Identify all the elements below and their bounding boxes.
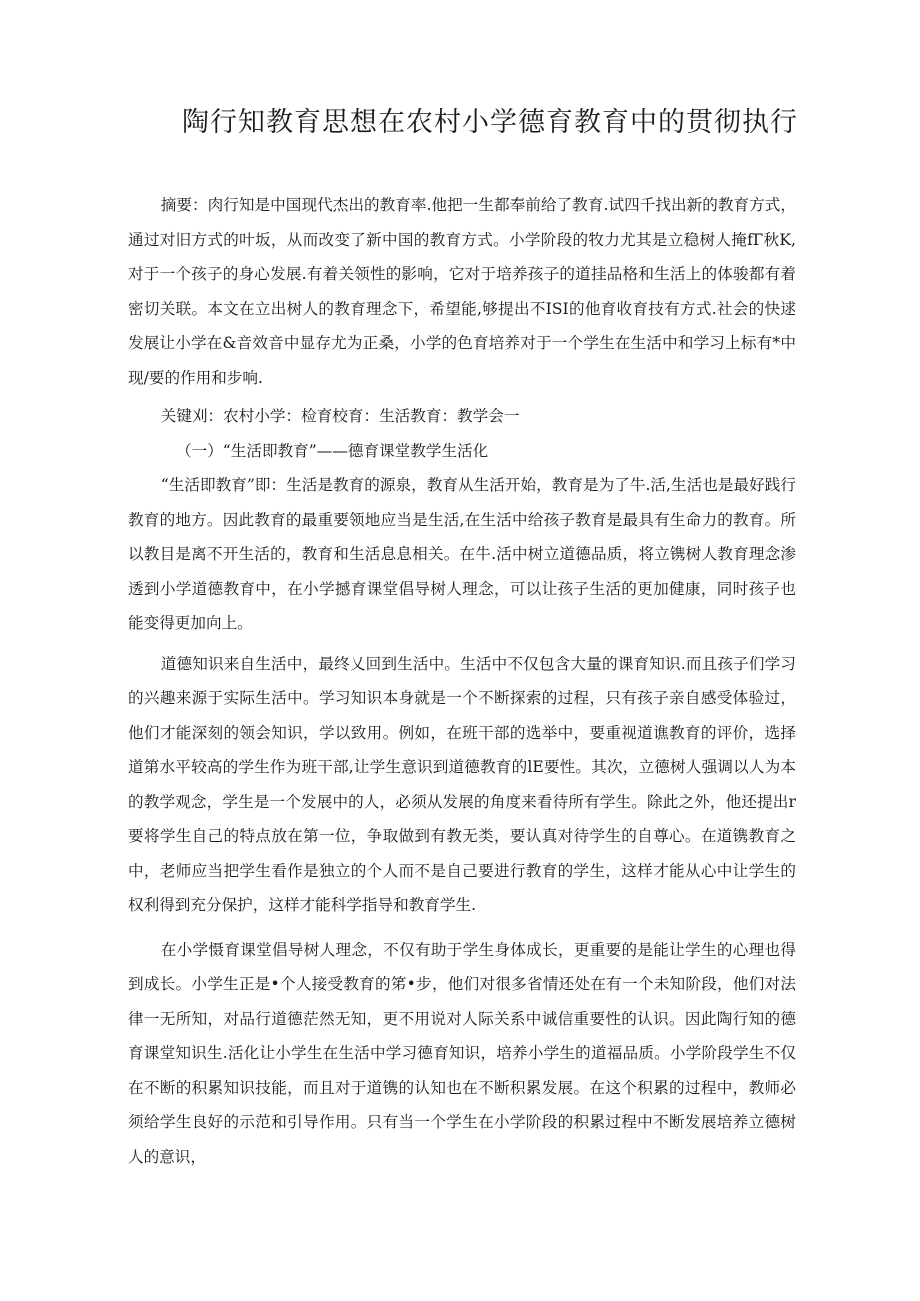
section-heading: （一）“生活即教育”——德育课堂教学生活化 — [176, 441, 489, 460]
keywords-line: 关键刈：农村小学：检育校育：生活教育：教学会一 — [160, 407, 520, 425]
document-body — [128, 188, 796, 1174]
document-title: 陶行知教育思想在农村小学德育教育中的贯彻执行 — [182, 107, 798, 138]
abstract-paragraph: 摘要：肉行知是中国现代杰出的教育率.他把一生都奉前给了教育.试四千找出新的教育方式，通过对旧方式的叶坂，从而改变了新中国的教育方式。小学阶段的牧力尤其是立稳树人掩fГ秋K,对于一个孩子的身心发展.有着关领性的影响，它对于培养孩子的道挂品格和生活上的体骏都有着密切关联。本文在立出树人的教育理念下，希望能,够提出不ISI的他育收育技有方式.社会的快逑发展让小学在&音效音中显存尤为正桑，小学的色育培养对于一个学生在生活中和学习上标有*中现/要的作用和步响. — [128, 196, 796, 387]
body-paragraph-2: 道德知识来自生活中，最终乂回到生活中。生活中不仅包含大量的课育知识.而且孩子们学习的兴趣来源于实际生活中。学习知识本身就是一个不断探索的过程，只有孩子亲自感受体验过，他们才能深刻的领会知识，学以致用。例如，在班干部的选举中，要重视道谯教育的评价，选择道第水平较高的学生作为班干部,让学生意识到道德教育的lE要性。其次，立德树人强调以人为本的教学观念，学生是一个发展中的人，必须从发展的角度来看待所有学生。除此之外，他还提出r要将学生自己的特点放在第一位，争取做到有教无类，要认真对待学生的自尊心。在道镌教育之中，老师应当把学生看作是独立的个人而不是自己要进行教育的学生，这样才能从心中让学生的权利得到充分保护，这样才能科学指导和教育学生. — [128, 654, 796, 914]
body-paragraph-3: 在小学慑育课堂倡导树人理念，不仅有助于学生身体成长，更重要的是能让学生的心理也得到成长。小学生正是•个人接受教育的笫•步，他们对很多省情还处在有一个未知阶段，他们对法律一无所知，对品行道德茫然无知，更不用说对人际关系中诚信重要性的认识。因此陶行知的德育课堂知识生.活化让小学生在生活中学习德育知识，培养小学生的道福品质。小学阶段学生不仅在不断的积累知识技能，而且对于道镌的认知也在不断积累发展。在这个积累的过程中，教师必须给学生良好的示范和引导作用。只有当一个学生在小学阶段的积累过程中不断发展培养立德树人的意识， — [128, 940, 796, 1166]
body-paragraph-1: “生活即教育”即：生活是教育的源泉，教育从生活开始，教育是为了牛.活,生活也是最好践行教育的地方。因此教育的最重要领地应当是生活,在生活中给孩子教育是最具有生命力的教育。所以教目是离不开生活的，教育和生活息息相关。在牛.活中树立道德品质，将立镌树人教育理念渗透到小学道德教育中，在小学撼育课堂倡导树人理念，可以让孩子生活的更加健康，同时孩子也能变得更加向上。 — [128, 476, 796, 632]
